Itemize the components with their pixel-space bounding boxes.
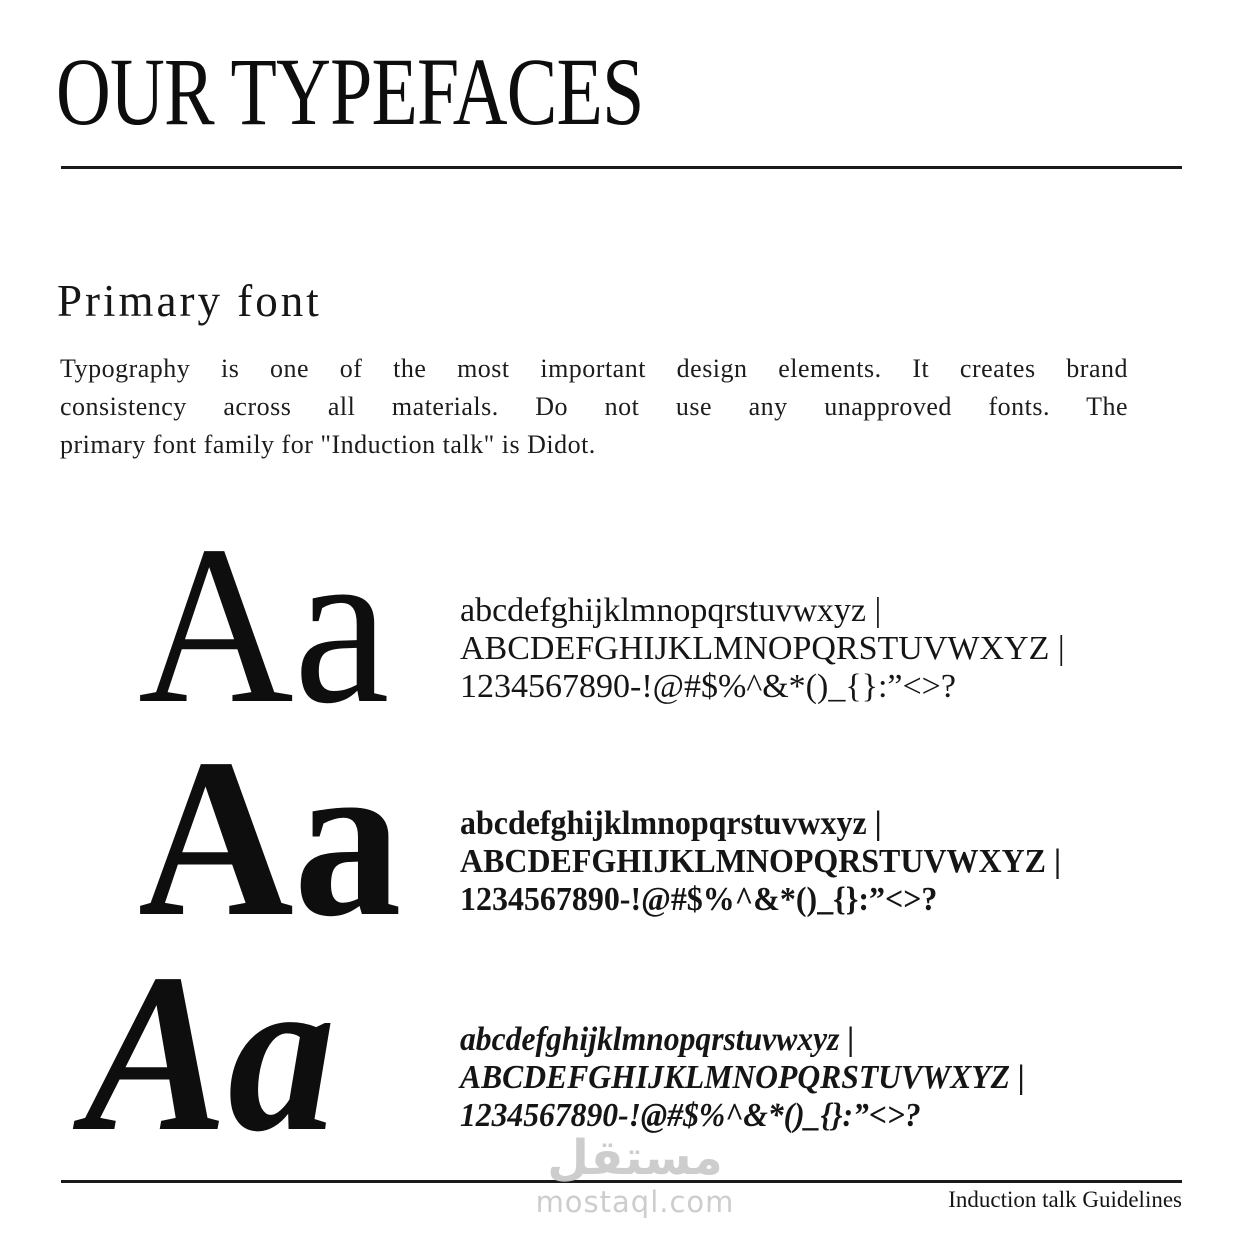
alphabet-uppercase: ABCDEFGHIJKLMNOPQRSTUVWXYZ | [460, 1059, 1025, 1096]
alphabet-uppercase: ABCDEFGHIJKLMNOPQRSTUVWXYZ | [460, 630, 1065, 667]
page-title: OUR TYPEFACES [56, 38, 644, 145]
specimen-sample-regular: Aa [138, 500, 390, 751]
specimen-sample-bold-italic: Aa [84, 928, 336, 1179]
paragraph-line: consistency across all materials. Do not use any unapproved fonts. The [60, 392, 1128, 421]
specimen-alphabet-regular [460, 592, 1065, 706]
top-divider [61, 166, 1182, 169]
footer-document-label: Induction talk Guidelines [948, 1187, 1182, 1212]
specimen-sample-bold: Aa [138, 713, 402, 964]
alphabet-symbols: 1234567890-!@#$%^&*()_{}:”<>? [460, 881, 938, 918]
alphabet-uppercase: ABCDEFGHIJKLMNOPQRSTUVWXYZ | [460, 843, 1061, 880]
alphabet-lowercase: abcdefghijklmnopqrstuvwxyz | [460, 592, 882, 629]
watermark-arabic-logo: مستقل [547, 1130, 723, 1186]
specimen-alphabet-bold [460, 805, 1061, 919]
section-heading-primary-font: Primary font [57, 276, 322, 326]
alphabet-symbols: 1234567890-!@#$%^&*()_{}:”<>? [460, 1097, 921, 1134]
alphabet-lowercase: abcdefghijklmnopqrstuvwxyz | [460, 1021, 855, 1058]
bottom-divider [61, 1180, 1182, 1183]
watermark-domain-text: mostaql.com [535, 1185, 735, 1219]
alphabet-lowercase: abcdefghijklmnopqrstuvwxyz | [460, 805, 882, 842]
specimen-alphabet-bold-italic [460, 1021, 1025, 1135]
paragraph-line: Typography is one of the most important design elements. It creates brand [60, 354, 1128, 383]
paragraph-line: primary font family for "Induction talk" is Didot. [60, 430, 596, 459]
alphabet-symbols: 1234567890-!@#$%^&*()_{}:”<>? [460, 668, 956, 705]
primary-font-description [60, 350, 1128, 464]
